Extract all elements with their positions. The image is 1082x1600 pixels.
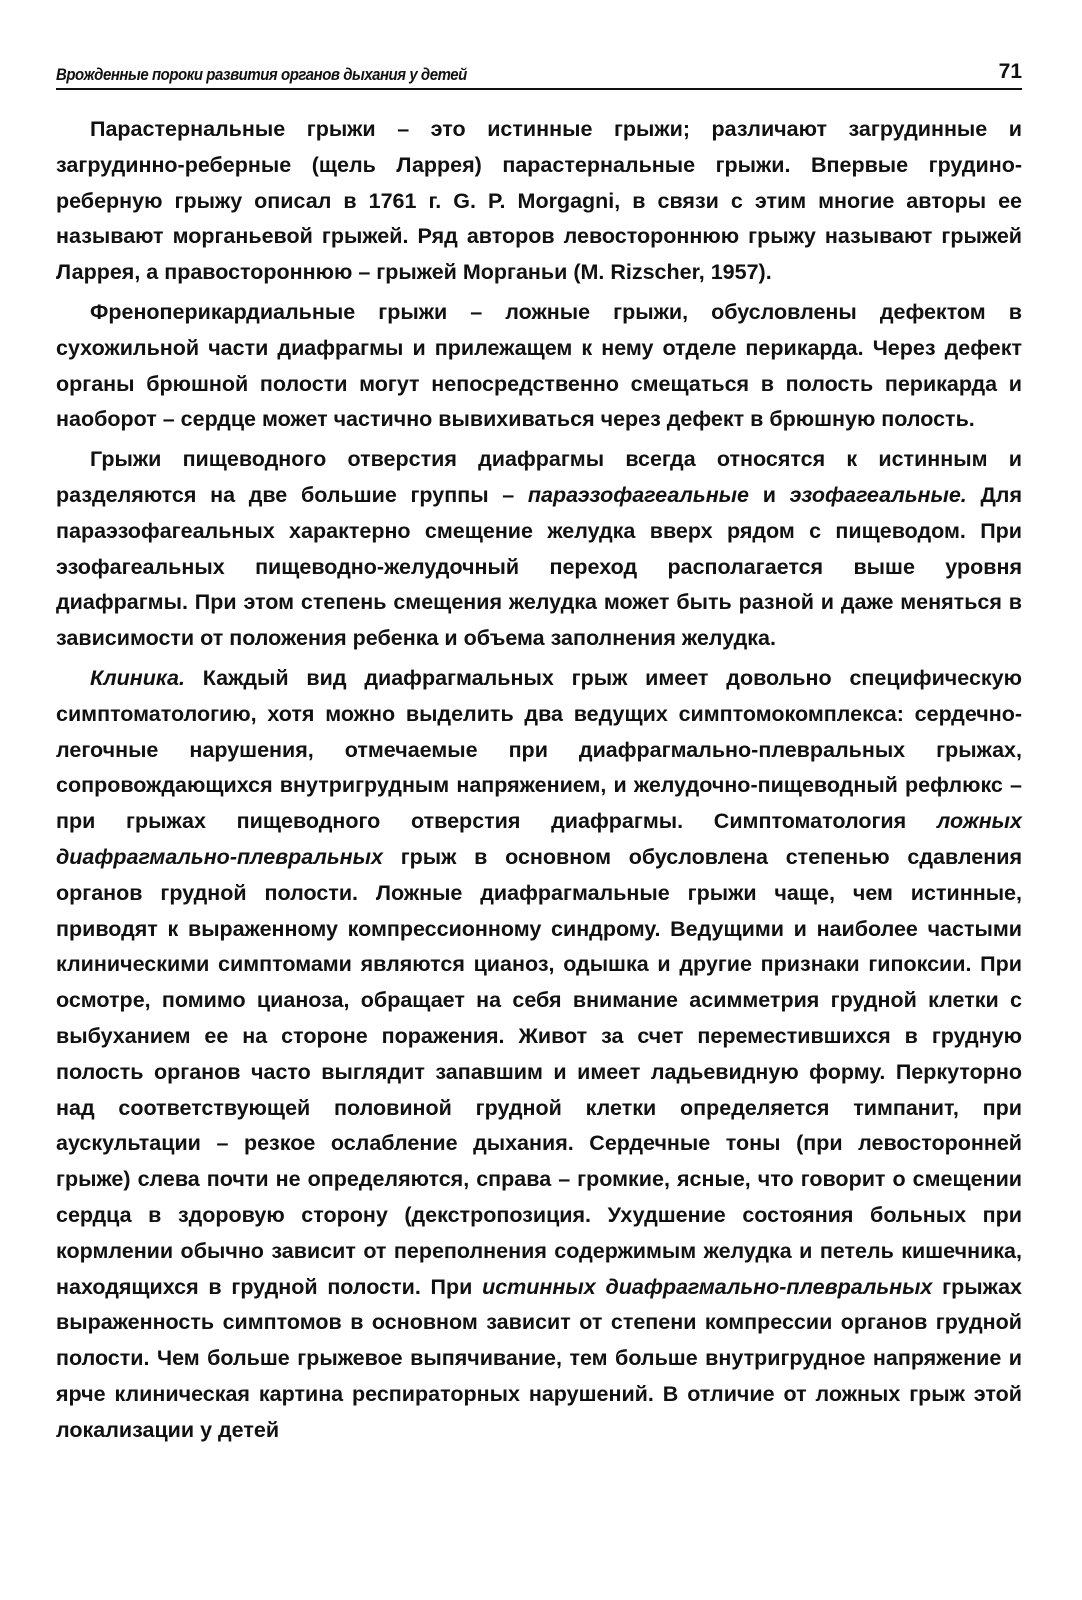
chapter-title: Врожденные пороки развития органов дыхания у детей [56, 65, 467, 84]
term-clinic: Клиника. [90, 665, 185, 690]
paragraph-text: грыж в основном обусловлена степенью сдавления органов грудной полости. Ложные диафрагмальные грыжи чаще, чем истинные, приводят к выраженному компрессионному синдрому. Ведущими и наиболее частыми клиническими симптомами являются цианоз, одышка и другие признаки гипоксии. При осмотре, помимо цианоза, обращает на себя внимание асимметрия грудной клетки с выбуханием ее на стороне поражения. Живот за счет переместившихся в грудную полость органов часто выглядит запавшим и имеет ладьевидную форму. Перкуторно над соответствующей половиной грудной клетки определяется тимпанит, при аускультации – резкое ослабление дыхания. Сердечные тоны (при левосторонней грыже) слева почти не определяются, справа – громкие, ясные, что говорит о смещении сердца в здоровую сторону (декстропозиция. Ухудшение состояния больных при кормлении обычно зависит от переполнения содержимым желудка и петель кишечника, находящихся в грудной полости. При [56, 844, 1022, 1299]
paragraph-text: и [749, 482, 790, 507]
italic-term: истинных диафрагмально-плевральных [482, 1274, 933, 1299]
paragraph-text: грыжах выраженность симптомов в основном зависит от степени компрессии органов грудной полости. Чем больше грыжевое выпячивание, тем больше внутригрудное напряжение и ярче клиническая картина респираторных нарушений. В отличие от ложных грыж этой локализации у детей [56, 1274, 1022, 1442]
paragraph-text: всегда относятся к истинным и разделяются на две большие группы – [56, 447, 1022, 507]
paragraph-text: Каждый вид диафрагмальных грыж имеет довольно специфическую симптоматологию, хотя можно выделить два ведущих симптомокомплекса: сердечно-легочные нарушения, отмечаемые при диафрагмально-плевральных грыжах, сопровождающихся внутригрудным напряжением, и желудочно-пищеводный рефлюкс – при грыжах пищеводного отверстия диафрагмы. Симптоматология [56, 665, 1022, 834]
italic-term: эзофагеальные. [789, 482, 967, 507]
term-parasternal-hernias: Парастернальные грыжи [90, 117, 376, 141]
italic-term: ложных диафрагмально-плевральных [56, 809, 1022, 869]
paragraph-clinic [56, 661, 1022, 1449]
running-header [56, 48, 1022, 90]
page-number: 71 [998, 60, 1022, 83]
paragraph-hiatal [56, 442, 1022, 657]
paragraph-text: Для параэзофагеальных характерно смещение желудка вверх рядом с пищеводом. При эзофагеальных пищеводно-желудочный переход располагается выше уровня диафрагмы. При этом степень смещения желудка может быть разной и даже меняться в зависимости от положения ребенка и объема заполнения желудка. [56, 482, 1022, 651]
paragraph-text: – это истинные грыжи; различают загрудинные и загрудинно-реберные (щель Ларрея) парастернальные грыжи. Впервые грудино-реберную грыжу описал в 1761 г. G. P. Morgagni, в связи с этим многие авторы ее называют морганьевой грыжей. Ряд авторов левостороннюю грыжу называют грыжей Ларрея, а правостороннюю – грыжей Морганьи (M. Rizscher, 1957). [56, 117, 1022, 285]
body-text [56, 112, 1022, 1452]
paragraph-phrenopericardial [56, 295, 1022, 438]
term-hiatal-hernias: Грыжи пищеводного отверстия диафрагмы [90, 447, 605, 472]
paragraph-text: – ложные грыжи, обусловлены дефектом в сухожильной части диафрагмы и прилежащем к нему отделе перикарда. Через дефект органы брюшной полости могут непосредственно смещаться в полость перикарда и наоборот – сердце может частично вывихиваться через дефект в брюшную полость. [56, 299, 1022, 432]
paragraph-parasternal [56, 112, 1022, 291]
term-phrenopericardial-hernias: Френоперикардиальные грыжи [90, 299, 448, 324]
italic-term: параэзофагеальные [527, 482, 750, 507]
